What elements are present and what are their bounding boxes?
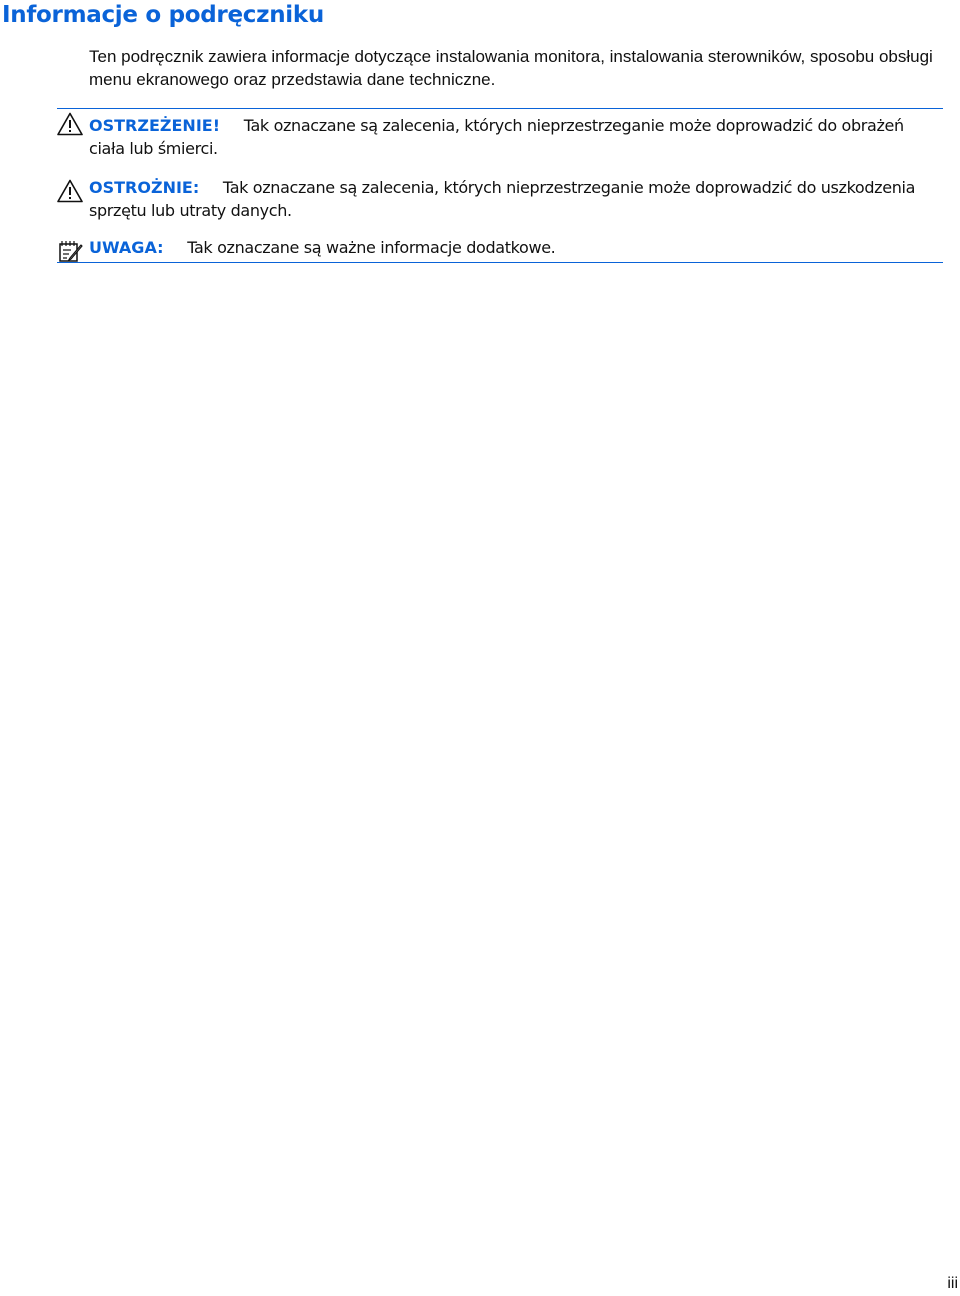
warning-triangle-icon (57, 112, 83, 136)
page-title: Informacje o podręczniku (2, 2, 324, 28)
caution-text: Tak oznaczane są zalecenia, których nieprzestrzeganie może doprowadzić do uszkodzenia sprzętu lub utraty danych. (89, 178, 916, 220)
intro-paragraph: Ten podręcznik zawiera informacje dotyczące instalowania monitora, instalowania sterowników, sposobu obsługi menu ekranowego oraz przedstawia dane techniczne. (89, 47, 933, 89)
note-notice (57, 236, 943, 263)
note-notice-body (89, 236, 943, 259)
warning-label: OSTRZEŻENIE! (89, 116, 220, 135)
warning-notice-body (89, 114, 943, 160)
warning-notice (57, 108, 943, 160)
notices-section (57, 108, 943, 263)
note-text: Tak oznaczane są ważne informacje dodatkowe. (187, 238, 556, 257)
caution-label: OSTROŻNIE: (89, 178, 200, 197)
note-pad-icon (57, 239, 83, 263)
caution-notice-body (89, 176, 943, 222)
page-number: iii (947, 1275, 958, 1292)
note-label: UWAGA: (89, 238, 164, 257)
warning-triangle-icon (57, 179, 83, 203)
warning-text: Tak oznaczane są zalecenia, których nieprzestrzeganie może doprowadzić do obrażeń ciała lub śmierci. (89, 116, 904, 158)
caution-notice (57, 176, 943, 222)
